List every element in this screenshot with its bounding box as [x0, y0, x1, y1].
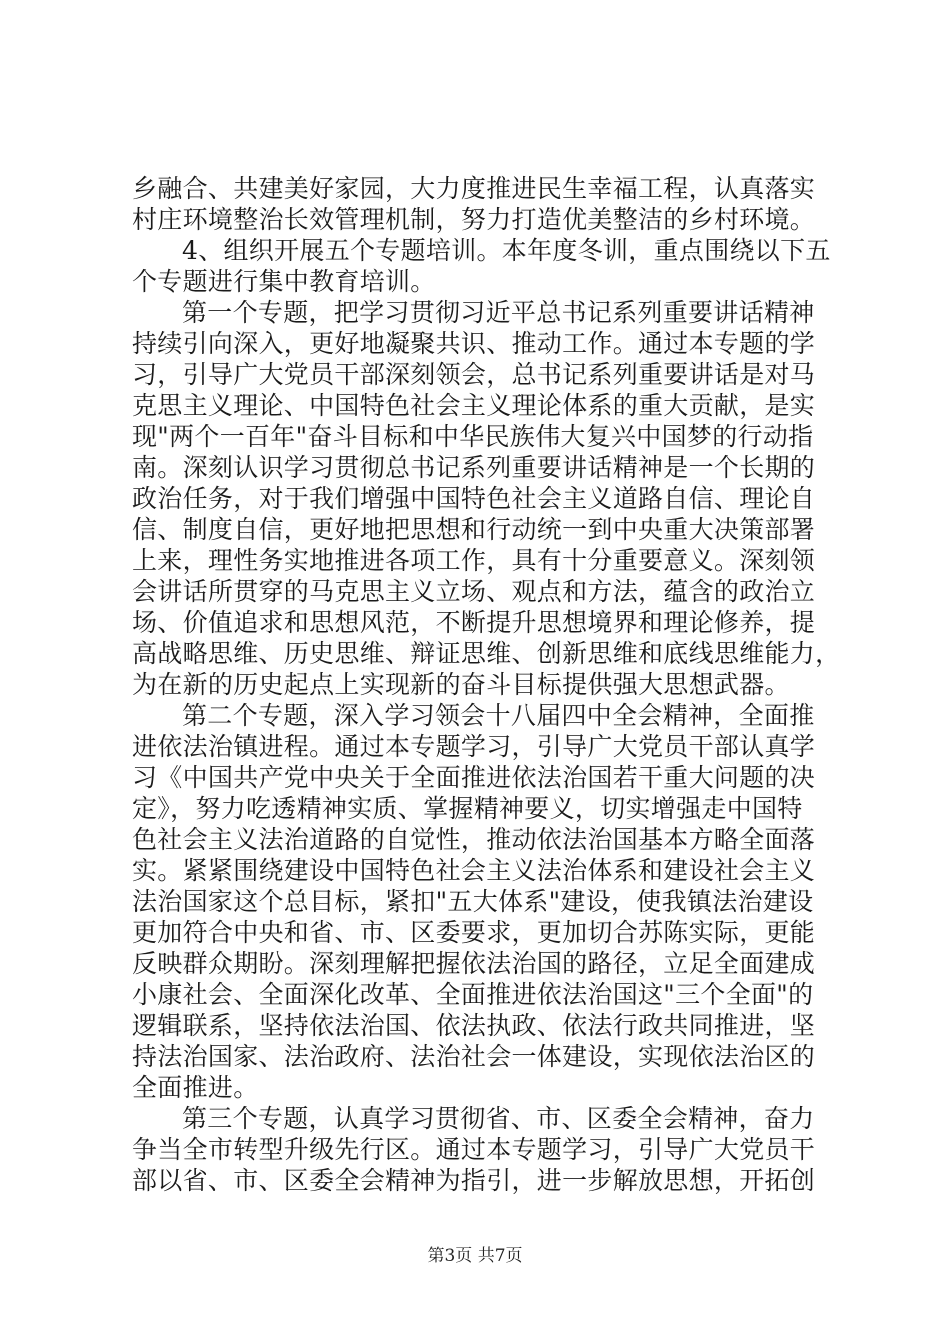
text-line: 持法治国家、法治政府、法治社会一体建设，实现依法治区的 [132, 1042, 816, 1071]
text-line: 政治任务，对于我们增强中国特色社会主义道路自信、理论自 [132, 484, 816, 513]
paragraph-start-line: 第二个专题，深入学习领会十八届四中全会精神，全面推 [182, 701, 815, 730]
text-line: 逻辑联系，坚持依法治国、依法执政、依法行政共同推进，坚 [132, 1011, 816, 1040]
text-line: 现"两个一百年"奋斗目标和中华民族伟大复兴中国梦的行动指 [132, 422, 814, 451]
body-text [132, 173, 841, 1196]
page-footer [0, 1246, 950, 1266]
text-line: 上来，理性务实地推进各项工作，具有十分重要意义。深刻领 [132, 546, 816, 575]
text-line: 色社会主义法治道路的自觉性，推动依法治国基本方略全面落 [132, 825, 816, 854]
text-line: 进依法治镇进程。通过本专题学习，引导广大党员干部认真学 [132, 732, 816, 761]
paragraph-start-line: 第一个专题，把学习贯彻习近平总书记系列重要讲话精神 [182, 298, 815, 327]
text-line: 更加符合中央和省、市、区委要求，更加切合苏陈实际，更能 [132, 918, 816, 947]
text-line: 习《中国共产党中央关于全面推进依法治国若干重大问题的决 [132, 763, 816, 792]
text-line: 南。深刻认识学习贯彻总书记系列重要讲话精神是一个长期的 [132, 453, 816, 482]
text-line: 反映群众期盼。深刻理解把握依法治国的路径，立足全面建成 [132, 949, 816, 978]
text-line: 小康社会、全面深化改革、全面推进依法治国这"三个全面"的 [132, 980, 814, 1009]
text-line: 村庄环境整治长效管理机制，努力打造优美整洁的乡村环境。 [132, 205, 816, 234]
text-line: 全面推进。 [132, 1073, 259, 1102]
text-line: 乡融合、共建美好家园，大力度推进民生幸福工程，认真落实 [132, 174, 816, 203]
text-line: 持续引向深入，更好地凝聚共识、推动工作。通过本专题的学 [132, 329, 816, 358]
text-line: 会讲话所贯穿的马克思主义立场、观点和方法，蕴含的政治立 [132, 577, 816, 606]
text-line: 个专题进行集中教育培训。 [132, 267, 436, 296]
text-line: 实。紧紧围绕建设中国特色社会主义法治体系和建设社会主义 [132, 856, 816, 885]
text-line: 争当全市转型升级先行区。通过本专题学习，引导广大党员干 [132, 1135, 816, 1164]
text-line: 为在新的历史起点上实现新的奋斗目标提供强大思想武器。 [132, 670, 790, 699]
paragraph-start-line: 4、组织开展五个专题培训。本年度冬训，重点围绕以下五 [182, 236, 831, 265]
text-line: 信、制度自信，更好地把思想和行动统一到中央重大决策部署 [132, 515, 816, 544]
text-line: 场、价值追求和思想风范，不断提升思想境界和理论修养，提 [132, 608, 816, 637]
page-number-label: 第3页 共7页 [427, 1246, 523, 1266]
text-line: 高战略思维、历史思维、辩证思维、创新思维和底线思维能力， [132, 639, 841, 668]
text-line: 定》，努力吃透精神实质、掌握精神要义，切实增强走中国特 [132, 794, 803, 823]
paragraph-start-line: 第三个专题，认真学习贯彻省、市、区委全会精神，奋力 [182, 1104, 815, 1133]
text-line: 法治国家这个总目标，紧扣"五大体系"建设，使我镇法治建设 [132, 887, 814, 916]
text-line: 部以省、市、区委全会精神为指引，进一步解放思想，开拓创 [132, 1166, 816, 1195]
text-line: 克思主义理论、中国特色社会主义理论体系的重大贡献，是实 [132, 391, 816, 420]
text-line: 习，引导广大党员干部深刻领会，总书记系列重要讲话是对马 [132, 360, 816, 389]
